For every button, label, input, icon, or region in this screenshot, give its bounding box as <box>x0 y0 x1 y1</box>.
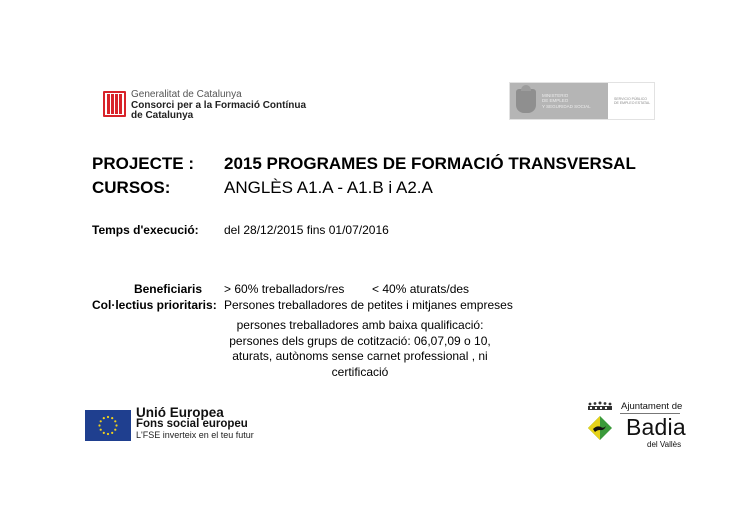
sepe-line1: SERVICIO PÚBLICO <box>614 96 648 101</box>
collectius-line: certificació <box>331 364 389 379</box>
eu-name: Unió Europea <box>136 405 224 420</box>
ministerio-line2: DE EMPLEO <box>542 98 569 104</box>
badia-shield-icon <box>588 416 612 440</box>
collectius-description <box>224 318 496 380</box>
temps-execucio-value: del 28/12/2015 fins 01/07/2016 <box>224 223 389 237</box>
fse-tagline: L'FSE inverteix en el teu futur <box>136 430 254 440</box>
collectius-line: aturats, autònoms sense carnet professional , ni <box>232 349 488 363</box>
beneficiaris-label: Beneficiaris <box>133 282 202 296</box>
collectius-line: persones dels grups de cotització: 06,07,09 o 10, <box>229 333 491 348</box>
sepe-line2: DE EMPLEO ESTATAL <box>614 101 651 105</box>
eu-flag-icon <box>85 410 131 441</box>
cursos-value: ANGLÈS A1.A - A1.B i A2.A <box>224 178 433 197</box>
ministerio-text <box>542 93 591 110</box>
consorci-name-cont: de Catalunya <box>131 110 194 121</box>
collectius-label: Col·lectius prioritaris: <box>92 298 217 312</box>
badia-subtitle: del Vallès <box>647 440 682 449</box>
generalitat-name: Generalitat de Catalunya <box>131 89 242 100</box>
projecte-label: PROJECTE : <box>92 154 195 173</box>
temps-execucio-label: Temps d'execució: <box>92 223 199 237</box>
beneficiaris-aturats: < 40% aturats/des <box>372 282 470 296</box>
ministerio-line3: Y SEGURIDAD SOCIAL <box>542 103 591 109</box>
crown-icon <box>587 401 613 411</box>
spain-crest-icon <box>516 89 536 113</box>
sepe-panel <box>608 83 654 119</box>
ajuntament-label: Ajuntament de <box>621 401 683 412</box>
collectius-line: persones treballadores amb baixa qualificació: <box>236 318 484 332</box>
cursos-label: CURSOS: <box>92 178 171 197</box>
eu-stars-icon <box>85 410 131 441</box>
collectius-pimes: Persones treballadores de petites i mitjanes empreses <box>224 298 513 312</box>
ministerio-logo <box>509 82 655 120</box>
ministerio-line1: MINISTERIO <box>542 92 569 98</box>
generalitat-flag-icon <box>103 91 126 117</box>
eu-logo-text <box>136 407 254 441</box>
beneficiaris-treballadors: > 60% treballadors/res <box>224 282 345 296</box>
consorci-name: Consorci per a la Formació Contínua <box>131 99 307 111</box>
projecte-value: 2015 PROGRAMES DE FORMACIÓ TRANSVERSAL <box>224 154 636 173</box>
ministerio-panel <box>510 83 608 119</box>
fse-name: Fons social europeu <box>136 418 248 430</box>
badia-name: Badia <box>626 414 686 440</box>
generalitat-logo-text <box>131 90 306 122</box>
